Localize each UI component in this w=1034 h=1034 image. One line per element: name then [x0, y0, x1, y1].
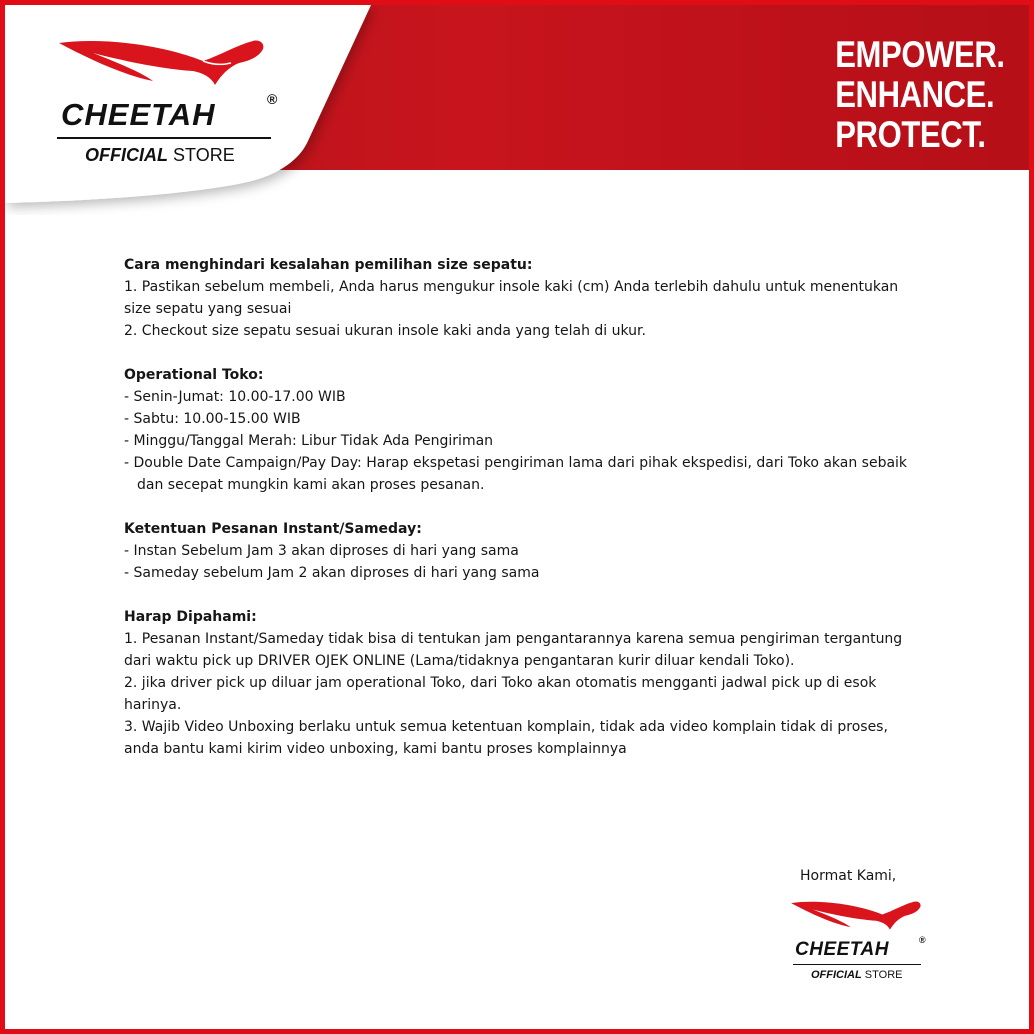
tagline-line-1: EMPOWER.: [835, 34, 1005, 75]
store-label-regular: STORE: [864, 969, 903, 981]
logo-divider: [57, 137, 271, 139]
registered-mark: ®: [919, 935, 926, 945]
registered-mark: ®: [267, 91, 278, 107]
section-line: 2. jika driver pick up diluar jam operational Toko, dari Toko akan otomatis mengganti jadwal pick up di esok harinya.: [124, 675, 877, 713]
section-line: - Senin-Jumat: 10.00-17.00 WIB: [124, 389, 346, 405]
section-title: Operational Toko:: [124, 367, 264, 383]
store-label-bold: OFFICIAL: [85, 145, 168, 165]
store-label: [811, 969, 902, 981]
logo-divider: [793, 964, 921, 965]
section-title: Cara menghindari kesalahan pemilihan size sepatu:: [124, 257, 533, 273]
tagline: [836, 35, 1005, 155]
section-line: - Double Date Campaign/Pay Day: Harap ekspetasi pengiriman lama dari pihak ekspedisi, dari Toko akan sebaik dan secepat mungkin kami akan proses pesanan.: [124, 455, 908, 493]
store-label: [85, 145, 235, 166]
brand-wordmark: CHEETAH: [61, 97, 216, 132]
signoff-text: Hormat Kami,: [800, 868, 897, 884]
section-line: - Sabtu: 10.00-15.00 WIB: [124, 411, 301, 427]
tagline-line-3: PROTECT.: [835, 114, 987, 155]
section-line: 2. Checkout size sepatu sesuai ukuran insole kaki anda yang telah di ukur.: [124, 323, 646, 339]
section-line: - Sameday sebelum Jam 2 akan diproses di hari yang sama: [124, 565, 540, 581]
footer-brand-logo: [787, 898, 937, 988]
store-label-bold: OFFICIAL: [811, 969, 862, 981]
section-line: - Minggu/Tanggal Merah: Libur Tidak Ada Pengiriman: [124, 433, 494, 449]
store-label-regular: STORE: [173, 145, 235, 165]
section-line: 3. Wajib Video Unboxing berlaku untuk semua ketentuan komplain, tidak ada video komplain tidak di proses, anda bantu kami kirim video unboxing, kami bantu proses komplainnya: [124, 719, 888, 757]
section-size-guide: [124, 254, 924, 342]
cheetah-leap-icon: [787, 898, 927, 936]
section-line: 1. Pesanan Instant/Sameday tidak bisa di tentukan jam pengantarannya karena semua pengiriman tergantung dari waktu pick up DRIVER OJEK ONLINE (Lama/tidaknya pengantaran kurir diluar kendali Toko).: [124, 631, 903, 669]
brand-wordmark: CHEETAH: [795, 939, 889, 960]
cheetah-leap-icon: [53, 35, 273, 95]
notice-content: [124, 254, 924, 782]
section-line: 1. Pastikan sebelum membeli, Anda harus mengukur insole kaki (cm) Anda terlebih dahulu untuk menentukan size sepatu yang sesuai: [124, 279, 899, 317]
section-title: Harap Dipahami:: [124, 609, 257, 625]
section-notes: [124, 606, 924, 760]
section-title: Ketentuan Pesanan Instant/Sameday:: [124, 521, 422, 537]
brand-logo: [53, 35, 293, 175]
section-store-hours: [124, 364, 924, 496]
section-line: - Instan Sebelum Jam 3 akan diproses di hari yang sama: [124, 543, 519, 559]
tagline-line-2: ENHANCE.: [835, 74, 995, 115]
section-instant-sameday: [124, 518, 924, 584]
